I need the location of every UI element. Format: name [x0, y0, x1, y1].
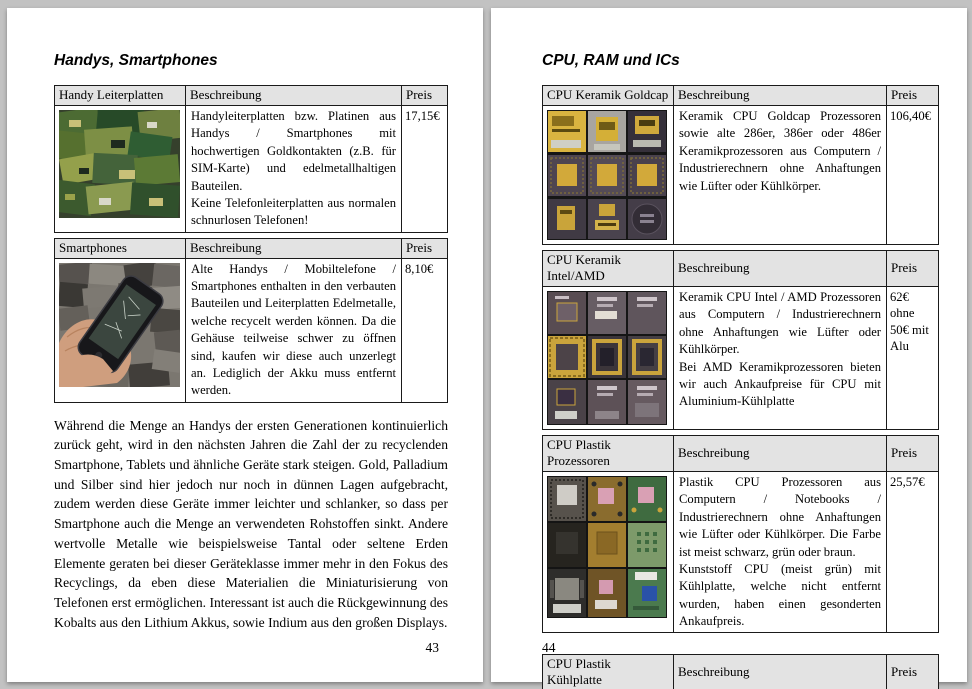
table-header-item: CPU Plastik Prozessoren — [543, 436, 674, 472]
price-line: 50€ mit — [890, 322, 929, 337]
table-header-price: Preis — [402, 238, 448, 258]
body-paragraph: Während die Menge an Handys der ersten Generationen kontinuierlich zurück geht, wird in den nächsten Jahren die Zahl der zu recyclenden Smartphone, Tablets und ähnliche Geräte stark steigen. Gold, Palladium und Silber sind hier jedoch nur noch in dünnen Lagen aufgebracht, zudem werden diese Geräte immer leichter und schlanker, so dass per Smartphone auch die Menge an verwendeten Rohstoffen sinkt. Andere wertvolle Metalle wie beispielsweise Tantal oder seltene Erden Elemente geraten bei dieser Geräteklasse immer mehr in den Fokus des Recyclings, da eben diese Materialien die Miniaturisierung von Telefonen erst ermöglichen. Interessant ist auch die Rückgewinnung des Kobalts aus den Lithium Akkus, sowie Indium aus den großen Displays. — [54, 417, 448, 630]
table-header-price: Preis — [887, 655, 939, 689]
plastic-cpu-photo — [547, 476, 667, 618]
table-header-price: Preis — [887, 251, 939, 287]
description-text: Keramik CPU Intel / AMD Prozessoren aus Computern / Industrierechnern ohne Anhaftungen wie Lüfter oder Kühlkörper. — [679, 290, 881, 357]
price-cell — [887, 287, 939, 430]
table-header-price: Preis — [887, 86, 939, 106]
photo-cell — [55, 258, 186, 402]
description-text: Keramik CPU Goldcap Prozessoren sowie alte 286er, 386er oder 486er Keramikprozessoren aus Computern / Industrierechnern ohne Anhaftungen wie Lüfter oder Kühlkörper. — [679, 109, 881, 193]
description-text: Plastik CPU Prozessoren aus Computern / Notebooks / Industrierechnern ohne Anhaftungen wie Lüfter oder Kühlkörper. Die Farbe ist meist schwarz, grün oder braun. — [679, 475, 881, 559]
ceramic-intel-amd-cpu-photo — [547, 291, 667, 425]
description-cell — [674, 472, 887, 633]
table-cpu-plastik-prozessoren — [542, 435, 939, 633]
price-cell: 25,57€ — [887, 472, 939, 633]
page-number: 43 — [425, 640, 439, 655]
description-text: Keine Telefonleiterplatten aus normalen schnurlosen Telefonen! — [191, 195, 396, 228]
section-title-handys: Handys, Smartphones — [54, 52, 218, 69]
photo-cell — [543, 287, 674, 430]
ceramic-goldcap-cpu-photo — [547, 110, 667, 240]
description-text: Bei AMD Keramikprozessoren bieten wir auch Ankaufpreise für CPU mit Aluminium-Kühlplatte — [679, 359, 881, 409]
circuit-boards-photo — [59, 110, 180, 218]
price-line: Alu — [890, 339, 909, 354]
description-text: Alte Handys / Mobiltelefone / Smartphones enthalten in den verbauten Bauteilen und Leiterplatten Edelmetalle, welche recycelt werden können. Da die Gehäuse teilweise schwer zu öffnen sind, kaufen wir diese auch unzerlegt an. Lediglich der Akku muss entfernt werden. — [191, 261, 396, 398]
price-cell: 106,40€ — [887, 106, 939, 245]
table-header-price: Preis — [402, 86, 448, 106]
description-text: Kunststoff CPU (meist grün) mit Kühlplatte, welche nicht entfernt wurden, haben einen gesonderten Ankaufpreis. — [679, 561, 881, 628]
page-44 — [491, 8, 967, 688]
photo-cell — [543, 106, 674, 245]
table-header-description: Beschreibung — [674, 436, 887, 472]
description-cell — [674, 106, 887, 245]
table-header-description: Beschreibung — [674, 655, 887, 689]
page-43 — [7, 8, 483, 682]
price-line: ohne — [890, 306, 915, 321]
description-cell — [186, 258, 402, 402]
table-header-price: Preis — [887, 436, 939, 472]
description-cell — [674, 287, 887, 430]
table-header-item: Smartphones — [55, 238, 186, 258]
photo-cell — [543, 472, 674, 633]
table-header-item: CPU Keramik Goldcap — [543, 86, 674, 106]
table-header-description: Beschreibung — [186, 238, 402, 258]
price-cell: 8,10€ — [402, 258, 448, 402]
table-smartphones — [54, 238, 448, 403]
description-text: Handyleiterplatten bzw. Platinen aus Handys / Smartphones mit hochwertigen Goldkontakten (z.B. für SIM-Karte) und edelmetallhaltigen Bauteilen. — [191, 109, 396, 193]
table-header-item: CPU Keramik Intel/AMD — [543, 251, 674, 287]
table-header-description: Beschreibung — [674, 86, 887, 106]
table-cpu-plastik-kuehlplatte — [542, 654, 939, 689]
table-cpu-keramik-goldcap — [542, 85, 939, 245]
price-cell: 17,15€ — [402, 106, 448, 233]
table-handy-leiterplatten — [54, 85, 448, 233]
description-cell — [186, 106, 402, 233]
smartphone-in-hand-photo — [59, 263, 180, 387]
table-header-item: Handy Leiterplatten — [55, 86, 186, 106]
table-header-description: Beschreibung — [674, 251, 887, 287]
table-header-item: CPU Plastik Kühlplatte — [543, 655, 674, 689]
page-number: 44 — [542, 640, 556, 655]
table-cpu-keramik-intel-amd — [542, 250, 939, 430]
section-title-cpu-ram-ics: CPU, RAM und ICs — [542, 52, 680, 69]
price-line: 62€ — [890, 290, 909, 304]
photo-cell — [55, 106, 186, 233]
table-header-description: Beschreibung — [186, 86, 402, 106]
